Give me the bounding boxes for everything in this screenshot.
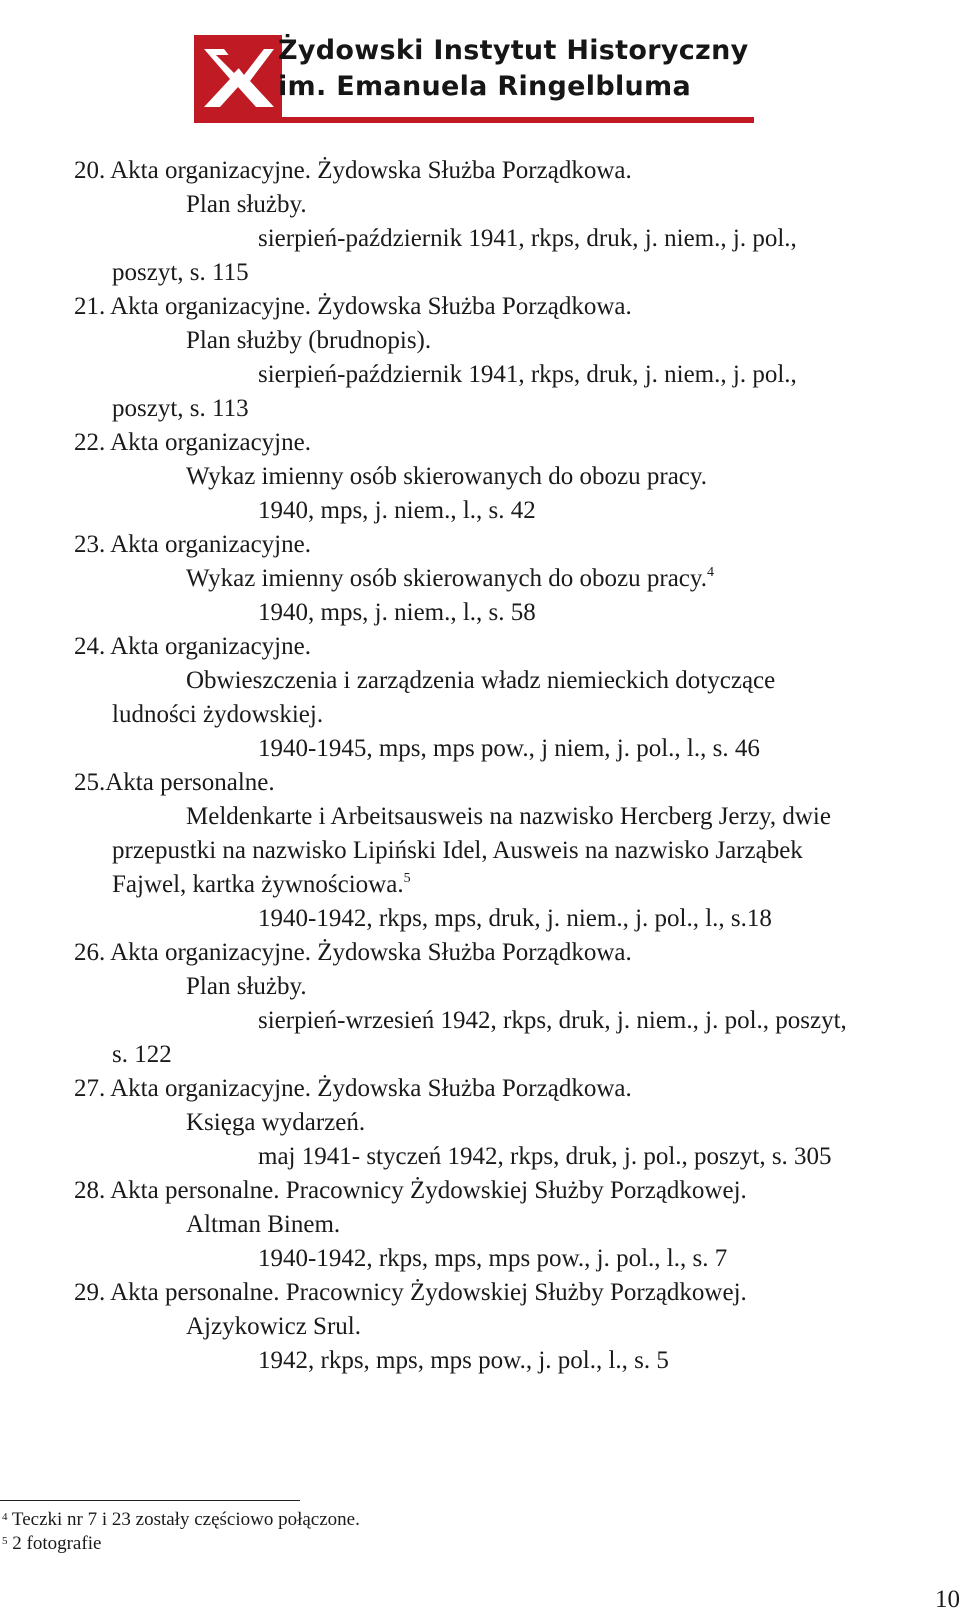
entry-line <box>74 188 954 222</box>
entry-line <box>74 1072 954 1106</box>
entry-text: 1940, mps, j. niem., l., s. 58 <box>258 599 536 626</box>
footnote <box>2 1508 360 1532</box>
entry-line <box>74 834 954 868</box>
entry-line <box>74 290 954 324</box>
entry-line <box>74 1310 954 1344</box>
entry-text: 27. Akta organizacyjne. Żydowska Służba Porządkowa. <box>74 1075 632 1102</box>
entry-line <box>74 1276 954 1310</box>
entry-line <box>74 460 954 494</box>
entry-text: sierpień-październik 1941, rkps, druk, j. niem., j. pol., <box>258 225 797 252</box>
entry-text: Księga wydarzeń. <box>186 1109 366 1136</box>
entry-text: Meldenkarte i Arbeitsausweis na nazwisko Hercberg Jerzy, dwie <box>186 803 831 830</box>
footnote-text: 2 fotografie <box>12 1533 102 1554</box>
entry-line <box>74 1208 954 1242</box>
entry-line <box>74 800 954 834</box>
entry-text: 26. Akta organizacyjne. Żydowska Służba Porządkowa. <box>74 939 632 966</box>
entry-text: Plan służby. <box>186 191 307 218</box>
entry-line <box>74 630 954 664</box>
entry-text: maj 1941- styczeń 1942, rkps, druk, j. pol., poszyt, s. 305 <box>258 1143 832 1170</box>
footnote-reference[interactable]: 4 <box>707 565 715 580</box>
entry-line <box>74 732 954 766</box>
entry-text: 1940-1945, mps, mps pow., j niem, j. pol., l., s. 46 <box>258 735 760 762</box>
entry-line <box>74 902 954 936</box>
entry-text: 25.Akta personalne. <box>74 769 275 796</box>
zih-logo <box>194 33 756 119</box>
logo-wordmark <box>278 33 749 105</box>
footnote-separator <box>0 1500 300 1501</box>
entry-text: poszyt, s. 115 <box>112 259 249 286</box>
entry-line <box>74 1004 954 1038</box>
logo-line-2: im. Emanuela Ringelbluma <box>278 71 691 102</box>
entry-text: Altman Binem. <box>186 1211 341 1238</box>
entry-text: 21. Akta organizacyjne. Żydowska Służba Porządkowa. <box>74 293 632 320</box>
entry-text: 23. Akta organizacyjne. <box>74 531 311 558</box>
catalog-entries <box>74 154 954 1378</box>
entry-line <box>74 494 954 528</box>
entry-text: 1942, rkps, mps, mps pow., j. pol., l., s. 5 <box>258 1347 669 1374</box>
entry-line <box>74 256 954 290</box>
entry-text: 1940-1942, rkps, mps, mps pow., j. pol., l., s. 7 <box>258 1245 728 1272</box>
entry-line <box>74 324 954 358</box>
entry-text: Plan służby. <box>186 973 307 1000</box>
entry-line <box>74 562 954 596</box>
entry-text: 22. Akta organizacyjne. <box>74 429 311 456</box>
entry-text: 20. Akta organizacyjne. Żydowska Służba Porządkowa. <box>74 157 632 184</box>
entry-text: 1940, mps, j. niem., l., s. 42 <box>258 497 536 524</box>
footnote-text: Teczki nr 7 i 23 zostały częściowo połączone. <box>11 1509 360 1530</box>
entry-text: Wykaz imienny osób skierowanych do obozu pracy. <box>186 463 708 490</box>
entry-text: poszyt, s. 113 <box>112 395 249 422</box>
entry-line <box>74 1174 954 1208</box>
entry-line <box>74 1038 954 1072</box>
entry-line <box>74 596 954 630</box>
logo-underline-bar <box>194 117 754 123</box>
logo-line-1: Żydowski Instytut Historyczny <box>278 35 749 66</box>
entry-line <box>74 154 954 188</box>
footnote-reference[interactable]: 5 <box>403 871 411 886</box>
entry-text: ludności żydowskiej. <box>112 701 324 728</box>
entry-text: Obwieszczenia i zarządzenia władz niemieckich dotyczące <box>186 667 776 694</box>
footnotes <box>2 1508 360 1556</box>
entry-line <box>74 222 954 256</box>
footnote-mark: 4 <box>2 1511 8 1523</box>
entry-line <box>74 766 954 800</box>
entry-text: 29. Akta personalne. Pracownicy Żydowskiej Służby Porządkowej. <box>74 1279 747 1306</box>
entry-text: s. 122 <box>112 1041 172 1068</box>
entry-line <box>74 528 954 562</box>
entry-text: Fajwel, kartka żywnościowa. <box>112 871 404 898</box>
entry-line <box>74 1344 954 1378</box>
entry-text: przepustki na nazwisko Lipiński Idel, Ausweis na nazwisko Jarząbek <box>112 837 803 864</box>
entry-text: 24. Akta organizacyjne. <box>74 633 311 660</box>
entry-line <box>74 1106 954 1140</box>
entry-line <box>74 426 954 460</box>
entry-text: sierpień-wrzesień 1942, rkps, druk, j. niem., j. pol., poszyt, <box>258 1007 847 1034</box>
entry-text: Plan służby (brudnopis). <box>186 327 432 354</box>
entry-line <box>74 936 954 970</box>
entry-text: 1940-1942, rkps, mps, druk, j. niem., j. pol., l., s.18 <box>258 905 772 932</box>
footnote <box>2 1532 360 1556</box>
entry-line <box>74 392 954 426</box>
entry-line <box>74 1140 954 1174</box>
entry-text: 28. Akta personalne. Pracownicy Żydowskiej Służby Porządkowej. <box>74 1177 747 1204</box>
entry-line <box>74 698 954 732</box>
zih-emblem-icon <box>194 35 282 117</box>
entry-text: Wykaz imienny osób skierowanych do obozu pracy. <box>186 565 708 592</box>
page-number: 10 <box>935 1586 960 1613</box>
entry-line <box>74 970 954 1004</box>
entry-line <box>74 868 954 902</box>
entry-text: Ajzykowicz Srul. <box>186 1313 361 1340</box>
entry-line <box>74 358 954 392</box>
entry-text: sierpień-październik 1941, rkps, druk, j. niem., j. pol., <box>258 361 797 388</box>
entry-line <box>74 664 954 698</box>
entry-line <box>74 1242 954 1276</box>
footnote-mark: 5 <box>2 1535 8 1547</box>
